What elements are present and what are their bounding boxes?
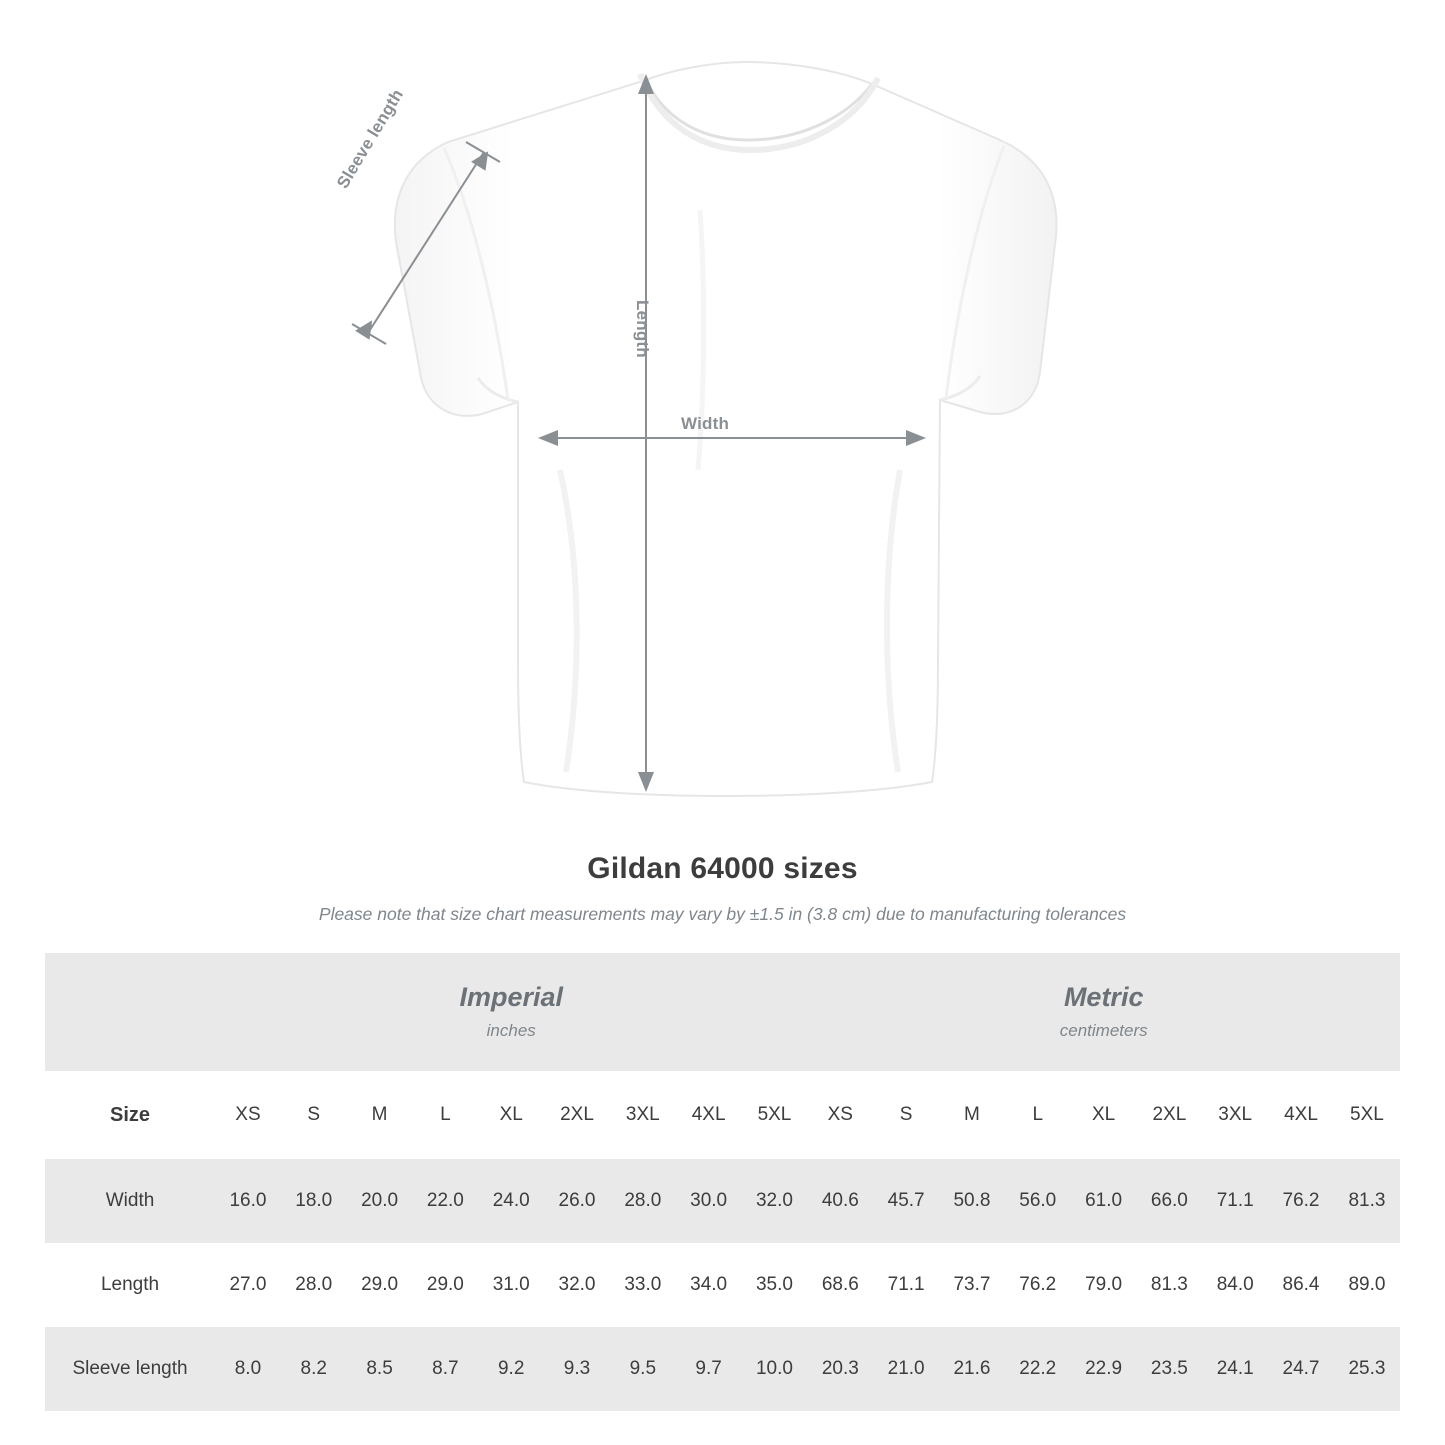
width-s-cm: 45.7 xyxy=(873,1159,939,1243)
size-table-wrapper xyxy=(45,953,1400,1411)
length-m-cm: 73.7 xyxy=(939,1243,1005,1327)
size-col-15: 3XL xyxy=(1202,1071,1268,1159)
length-xs-in: 27.0 xyxy=(215,1243,281,1327)
row-label-sleeve-length: Sleeve length xyxy=(45,1327,215,1411)
row-header-size: Size xyxy=(45,1071,215,1159)
tolerance-note: Please note that size chart measurements may vary by ±1.5 in (3.8 cm) due to manufacturing tolerances xyxy=(318,904,1127,924)
length-xl-cm: 79.0 xyxy=(1071,1243,1137,1327)
unit-group-imperial-sub: inches xyxy=(486,1020,536,1040)
size-col-13: XL xyxy=(1071,1071,1137,1159)
width-label: Width xyxy=(681,414,730,433)
width-5xl-in: 32.0 xyxy=(742,1159,808,1243)
size-col-8: 5XL xyxy=(742,1071,808,1159)
sleeve-5xl-cm: 25.3 xyxy=(1334,1327,1400,1411)
row-label-width: Width xyxy=(45,1159,215,1243)
size-col-7: 4XL xyxy=(676,1071,742,1159)
size-col-5: 2XL xyxy=(544,1071,610,1159)
width-4xl-cm: 76.2 xyxy=(1268,1159,1334,1243)
width-s-in: 18.0 xyxy=(281,1159,347,1243)
size-col-6: 3XL xyxy=(610,1071,676,1159)
width-3xl-in: 28.0 xyxy=(610,1159,676,1243)
size-col-0: XS xyxy=(215,1071,281,1159)
length-2xl-in: 32.0 xyxy=(544,1243,610,1327)
size-col-10: S xyxy=(873,1071,939,1159)
size-header-row xyxy=(45,1071,1400,1159)
length-3xl-in: 33.0 xyxy=(610,1243,676,1327)
width-xl-in: 24.0 xyxy=(478,1159,544,1243)
sleeve-l-in: 8.7 xyxy=(412,1327,478,1411)
sleeve-xs-cm: 20.3 xyxy=(807,1327,873,1411)
width-2xl-in: 26.0 xyxy=(544,1159,610,1243)
width-xl-cm: 61.0 xyxy=(1071,1159,1137,1243)
page-title: Gildan 64000 sizes xyxy=(587,852,858,885)
unit-group-metric-sub: centimeters xyxy=(1059,1020,1148,1040)
sleeve-length-label: Sleeve length xyxy=(333,85,408,192)
sleeve-3xl-cm: 24.1 xyxy=(1202,1327,1268,1411)
width-xs-in: 16.0 xyxy=(215,1159,281,1243)
table-row xyxy=(45,1159,1400,1243)
length-s-in: 28.0 xyxy=(281,1243,347,1327)
width-l-in: 22.0 xyxy=(412,1159,478,1243)
size-col-4: XL xyxy=(478,1071,544,1159)
sleeve-xl-in: 9.2 xyxy=(478,1327,544,1411)
table-row xyxy=(45,1243,1400,1327)
length-2xl-cm: 81.3 xyxy=(1136,1243,1202,1327)
width-2xl-cm: 66.0 xyxy=(1136,1159,1202,1243)
sleeve-m-cm: 21.6 xyxy=(939,1327,1005,1411)
width-3xl-cm: 71.1 xyxy=(1202,1159,1268,1243)
length-m-in: 29.0 xyxy=(347,1243,413,1327)
sleeve-4xl-cm: 24.7 xyxy=(1268,1327,1334,1411)
unit-group-metric xyxy=(807,953,1400,1071)
width-xs-cm: 40.6 xyxy=(807,1159,873,1243)
sleeve-2xl-cm: 23.5 xyxy=(1136,1327,1202,1411)
unit-header-row xyxy=(45,953,1400,1071)
size-col-12: L xyxy=(1005,1071,1071,1159)
unit-spacer xyxy=(45,953,215,1071)
row-label-length: Length xyxy=(45,1243,215,1327)
size-col-9: XS xyxy=(807,1071,873,1159)
table-row xyxy=(45,1327,1400,1411)
length-s-cm: 71.1 xyxy=(873,1243,939,1327)
width-m-in: 20.0 xyxy=(347,1159,413,1243)
sleeve-5xl-in: 10.0 xyxy=(742,1327,808,1411)
width-5xl-cm: 81.3 xyxy=(1334,1159,1400,1243)
size-col-17: 5XL xyxy=(1334,1071,1400,1159)
unit-group-imperial-name: Imperial xyxy=(459,982,563,1013)
sleeve-2xl-in: 9.3 xyxy=(544,1327,610,1411)
sleeve-xl-cm: 22.9 xyxy=(1071,1327,1137,1411)
size-col-11: M xyxy=(939,1071,1005,1159)
length-l-cm: 76.2 xyxy=(1005,1243,1071,1327)
width-l-cm: 56.0 xyxy=(1005,1159,1071,1243)
sleeve-4xl-in: 9.7 xyxy=(676,1327,742,1411)
unit-group-imperial xyxy=(215,953,807,1071)
length-5xl-in: 35.0 xyxy=(742,1243,808,1327)
sleeve-3xl-in: 9.5 xyxy=(610,1327,676,1411)
sleeve-xs-in: 8.0 xyxy=(215,1327,281,1411)
width-m-cm: 50.8 xyxy=(939,1159,1005,1243)
size-table xyxy=(45,953,1400,1411)
size-col-1: S xyxy=(281,1071,347,1159)
size-col-14: 2XL xyxy=(1136,1071,1202,1159)
length-3xl-cm: 84.0 xyxy=(1202,1243,1268,1327)
length-4xl-cm: 86.4 xyxy=(1268,1243,1334,1327)
sleeve-m-in: 8.5 xyxy=(347,1327,413,1411)
size-col-16: 4XL xyxy=(1268,1071,1334,1159)
size-col-2: M xyxy=(347,1071,413,1159)
width-4xl-in: 30.0 xyxy=(676,1159,742,1243)
sleeve-s-in: 8.2 xyxy=(281,1327,347,1411)
length-xs-cm: 68.6 xyxy=(807,1243,873,1327)
sleeve-s-cm: 21.0 xyxy=(873,1327,939,1411)
length-xl-in: 31.0 xyxy=(478,1243,544,1327)
length-label: Length xyxy=(633,300,652,358)
sleeve-l-cm: 22.2 xyxy=(1005,1327,1071,1411)
length-4xl-in: 34.0 xyxy=(676,1243,742,1327)
size-col-3: L xyxy=(412,1071,478,1159)
unit-group-metric-name: Metric xyxy=(1063,982,1144,1013)
length-5xl-cm: 89.0 xyxy=(1334,1243,1400,1327)
length-l-in: 29.0 xyxy=(412,1243,478,1327)
